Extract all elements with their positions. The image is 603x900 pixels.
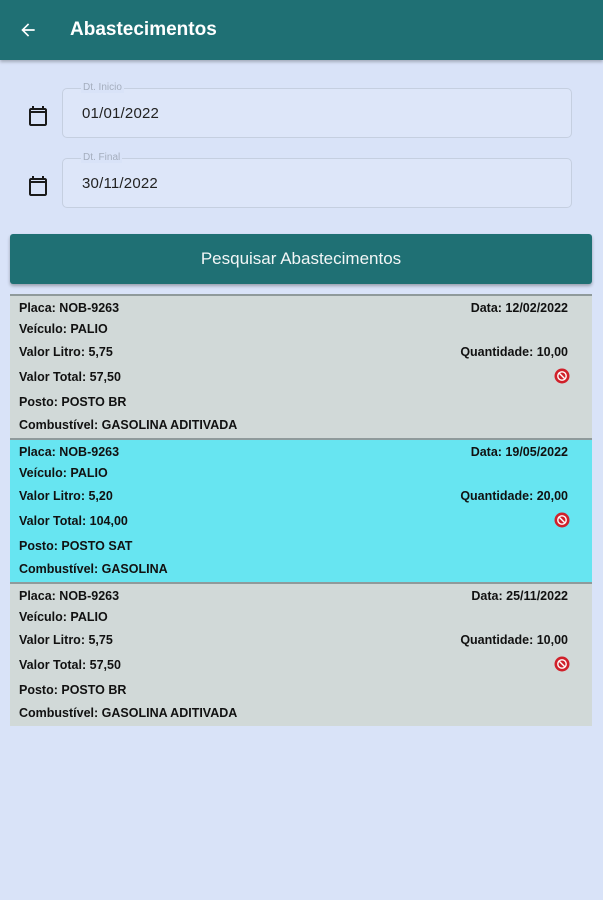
search-button[interactable]: Pesquisar Abastecimentos [10, 234, 592, 284]
app-bar [0, 0, 603, 60]
record-date: Data: 25/11/2022 [471, 589, 568, 603]
record-quantity: Quantidade: 10,00 [460, 345, 568, 359]
delete-circle-icon[interactable] [554, 512, 570, 528]
start-date-field[interactable] [62, 82, 572, 138]
end-date-label: Dt. Final [83, 152, 121, 163]
end-date-row [0, 152, 603, 210]
record-price-per-liter: Valor Litro: 5,75 [19, 633, 113, 647]
record-total: Valor Total: 57,50 [19, 658, 121, 672]
record-quantity: Quantidade: 20,00 [460, 489, 568, 503]
record-card[interactable] [10, 294, 592, 438]
record-card[interactable] [10, 582, 592, 726]
records-list [10, 294, 592, 726]
start-date-label: Dt. Inicio [83, 82, 122, 93]
end-date-field[interactable] [62, 152, 572, 208]
record-placa: Placa: NOB-9263 [19, 589, 120, 603]
arrow-left-icon [18, 20, 38, 40]
record-vehicle: Veículo: PALIO [19, 466, 108, 480]
record-total: Valor Total: 57,50 [19, 370, 121, 384]
end-date-value: 30/11/2022 [82, 175, 158, 192]
back-button[interactable] [0, 0, 56, 60]
record-quantity: Quantidade: 10,00 [460, 633, 568, 647]
record-placa: Placa: NOB-9263 [19, 301, 120, 315]
record-station: Posto: POSTO BR [19, 683, 127, 697]
calendar-icon [26, 174, 50, 198]
start-date-row [0, 82, 603, 140]
delete-circle-icon[interactable] [554, 656, 570, 672]
record-fuel: Combustível: GASOLINA [19, 562, 168, 576]
record-date: Data: 19/05/2022 [470, 445, 568, 459]
record-vehicle: Veículo: PALIO [19, 610, 108, 624]
end-date-calendar-button[interactable] [24, 172, 52, 200]
record-placa: Placa: NOB-9263 [19, 445, 120, 459]
record-station: Posto: POSTO BR [19, 395, 127, 409]
start-date-value: 01/01/2022 [82, 105, 160, 122]
record-price-per-liter: Valor Litro: 5,20 [19, 489, 113, 503]
record-card[interactable] [10, 438, 592, 582]
record-total: Valor Total: 104,00 [19, 514, 128, 528]
record-price-per-liter: Valor Litro: 5,75 [19, 345, 113, 359]
page-title: Abastecimentos [70, 19, 217, 40]
start-date-calendar-button[interactable] [24, 102, 52, 130]
delete-circle-icon[interactable] [554, 368, 570, 384]
record-date: Data: 12/02/2022 [470, 301, 568, 315]
record-fuel: Combustível: GASOLINA ADITIVADA [19, 418, 238, 432]
record-fuel: Combustível: GASOLINA ADITIVADA [19, 706, 238, 720]
calendar-icon [26, 104, 50, 128]
record-vehicle: Veículo: PALIO [19, 322, 108, 336]
record-station: Posto: POSTO SAT [19, 539, 133, 553]
